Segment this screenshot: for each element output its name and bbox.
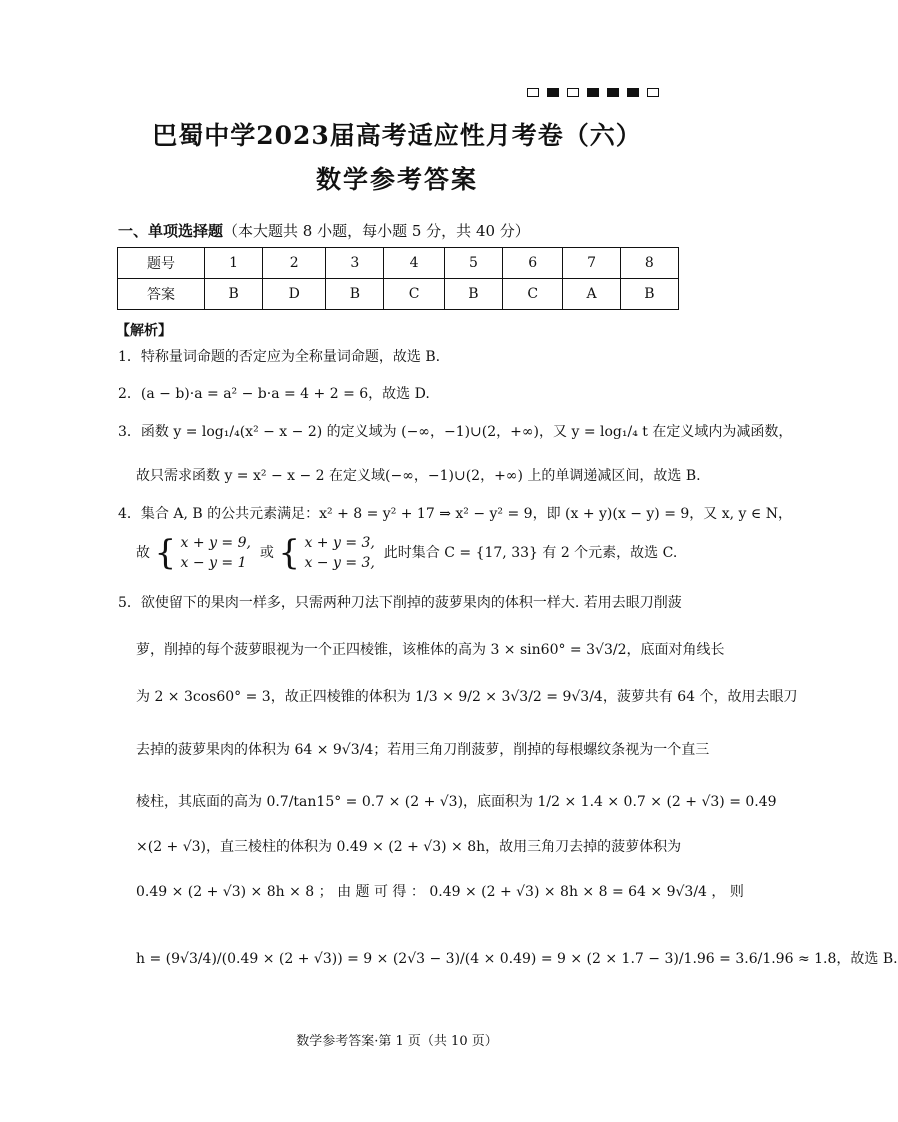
system-or: 或 <box>259 545 274 561</box>
table-cell: D <box>263 279 326 310</box>
explanation-line: 棱柱，其底面的高为 0.7/tan15° = 0.7 × (2 + √3)，底面积为 1/2 × 1.4 × 0.7 × (2 + √3) = 0.49 <box>136 794 777 810</box>
row-label: 答案 <box>118 279 205 310</box>
table-cell: A <box>563 279 620 310</box>
page-footer: 数学参考答案·第 1 页（共 10 页） <box>296 1034 498 1049</box>
equation: x − y = 1 <box>180 555 247 571</box>
table-cell: B <box>326 279 384 310</box>
explanation-line: 故只需求函数 y = x² − x − 2 在定义域(−∞，−1)∪(2，+∞) 上的单调递减区间，故选 B. <box>136 468 701 484</box>
explanation-line: 1．特称量词命题的否定应为全称量词命题，故选 B. <box>118 349 441 365</box>
mark-filled <box>627 88 639 97</box>
equation: x + y = 9, <box>180 535 251 551</box>
table-cell: 2 <box>263 248 326 279</box>
mark-empty <box>527 88 539 97</box>
explanation-line: ×(2 + √3)，直三棱柱的体积为 0.49 × (2 + √3) × 8h，故用三角刀去掉的菠萝体积为 <box>136 839 682 855</box>
explanation-line: 去掉的菠萝果肉的体积为 64 × 9√3/4；若用三角刀削菠萝，削掉的每根螺纹条视为一个直三 <box>136 742 710 758</box>
table-cell: C <box>503 279 563 310</box>
table-cell: C <box>384 279 444 310</box>
explanation-line: 5．欲使留下的果肉一样多，只需两种刀法下削掉的菠萝果肉的体积一样大. 若用去眼刀削菠 <box>118 595 682 611</box>
explanation-tag: 【解析】 <box>116 323 172 339</box>
equation-system <box>304 533 374 573</box>
table-row <box>118 248 679 279</box>
table-cell: 6 <box>503 248 563 279</box>
page-subtitle: 数学参考答案 <box>315 165 478 194</box>
explanation-line: 3．函数 y = log₁/₄(x² − x − 2) 的定义域为 (−∞，−1)∪(2，+∞)，又 y = log₁/₄ t 在定义域内为减函数， <box>118 424 793 440</box>
explanation-line: 0.49 × (2 + √3) × 8h × 8 ； 由 题 可 得 ： 0.49 × (2 + √3) × 8h × 8 = 64 × 9√3/4 ， 则 <box>136 884 744 900</box>
system-conclusion: 此时集合 C = {17, 33} 有 2 个元素，故选 C. <box>383 545 678 561</box>
section-heading <box>118 220 530 241</box>
mark-empty <box>567 88 579 97</box>
table-cell: B <box>444 279 502 310</box>
mark-filled <box>587 88 599 97</box>
explanation-line: 2．(a − b)·a = a² − b·a = 4 + 2 = 6，故选 D. <box>118 386 430 402</box>
table-row <box>118 279 679 310</box>
page-title: 巴蜀中学2023届高考适应性月考卷（六） <box>152 121 642 150</box>
equation: x − y = 3, <box>304 555 375 571</box>
table-cell: 4 <box>384 248 444 279</box>
mark-filled <box>607 88 619 97</box>
equation-system-line <box>136 533 701 573</box>
equation: x + y = 3, <box>304 535 375 551</box>
brace-icon: { <box>154 533 177 573</box>
brace-icon: { <box>278 533 300 573</box>
section-title: 一、单项选择题 <box>118 222 224 240</box>
table-cell: 3 <box>326 248 384 279</box>
explanation-line: h = (9√3/4)/(0.49 × (2 + √3)) = 9 × (2√3 − 3)/(4 × 0.49) = 9 × (2 × 1.7 − 3)/1.96 = 3.6/1.96 ≈ 1.8，故选 B. <box>136 951 898 967</box>
table-cell: B <box>205 279 263 310</box>
header-marks <box>527 88 659 97</box>
table-cell: 5 <box>444 248 502 279</box>
explanation-line: 为 2 × 3cos60° = 3，故正四棱锥的体积为 1/3 × 9/2 × 3√3/2 = 9√3/4，菠萝共有 64 个，故用去眼刀 <box>136 689 798 705</box>
answer-table <box>117 247 679 310</box>
mark-filled <box>547 88 559 97</box>
table-cell: 7 <box>563 248 620 279</box>
table-cell: 1 <box>205 248 263 279</box>
explanation-line: 4．集合 A, B 的公共元素满足：x² + 8 = y² + 17 ⇒ x² − y² = 9，即 (x + y)(x − y) = 9，又 x, y ∈ N， <box>118 506 792 522</box>
mark-empty <box>647 88 659 97</box>
system-prefix: 故 <box>136 545 150 561</box>
section-note: （本大题共 8 小题，每小题 5 分，共 40 分） <box>223 222 530 240</box>
row-label: 题号 <box>118 248 205 279</box>
table-cell: 8 <box>620 248 678 279</box>
table-cell: B <box>620 279 678 310</box>
explanation-line: 萝，削掉的每个菠萝眼视为一个正四棱锥，该椎体的高为 3 × sin60° = 3√3/2，底面对角线长 <box>136 642 725 658</box>
equation-system <box>181 533 251 573</box>
